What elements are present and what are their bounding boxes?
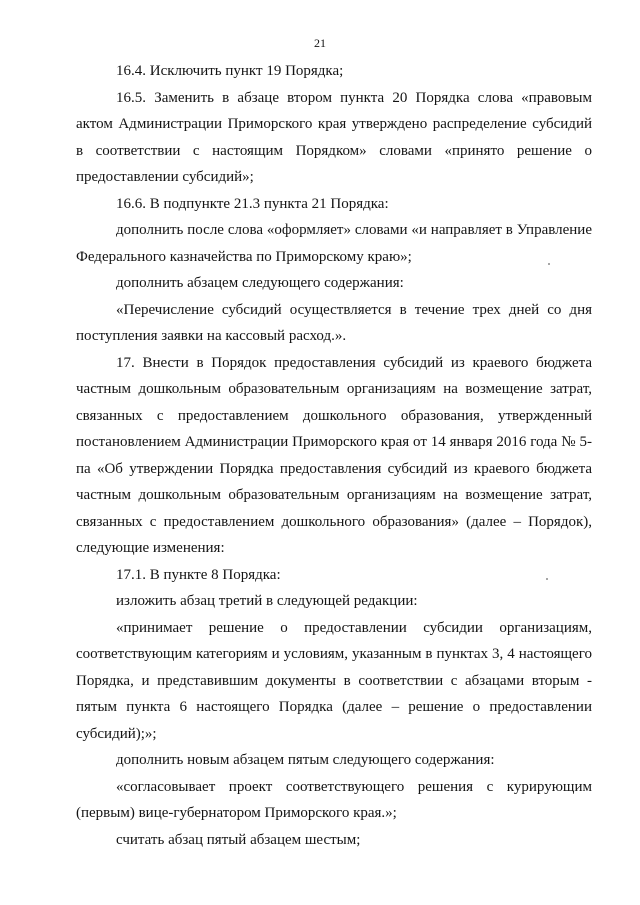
- paragraph-quote-decision: «принимает решение о предоставлении субсидии организациям, соответствующим категориям и условиям, указанным в пунктах 3, 4 настоящего Порядка, и представившим документы в соответствии с абзацами вторым - пятым пункта 6 настоящего Порядка (далее – решение о предоставлении субсидий);»;: [76, 619, 592, 742]
- paragraph-17: 17. Внести в Порядок предоставления субсидий из краевого бюджета частным дошкольным образовательным организациям на возмещение затрат, связанных с предоставлением дошкольного образования, утвержденный постановлением Администрации Приморского края от 14 января 2016 года № 5-па «Об утверждении Порядка предоставления субсидий из краевого бюджета частным дошкольным образовательным организациям на возмещение затрат, связанных с предоставлением дошкольного образования» (далее – Порядок), следующие изменения:: [76, 354, 592, 556]
- paragraph-state-abzac-third: изложить абзац третий в следующей редакции:: [116, 593, 418, 609]
- paragraph-16-4: 16.4. Исключить пункт 19 Порядка;: [116, 63, 344, 79]
- paragraph-add-after-word: дополнить после слова «оформляет» словами «и направляет в Управление Федерального казначейства по Приморскому краю»;: [76, 222, 592, 265]
- paragraph-consider-fifth: считать абзац пятый абзацем шестым;: [116, 831, 361, 848]
- page-number: 21: [314, 36, 326, 50]
- paragraph-16-5: 16.5. Заменить в абзаце втором пункта 20 Порядка слова «правовым актом Администрации Приморского края утверждено распределение субсидий в соответствии с настоящим Порядком» словами «принято решение о предоставлении субсидий»;: [76, 89, 592, 185]
- paragraph-add-fifth: дополнить новым абзацем пятым следующего содержания:: [116, 752, 495, 768]
- paragraph-16-6: 16.6. В подпункте 21.3 пункта 21 Порядка:: [116, 195, 389, 212]
- paragraph-quote-transfer: «Перечисление субсидий осуществляется в течение трех дней со дня поступления заявки на кассовый расход.».: [76, 301, 592, 344]
- document-body: [76, 58, 592, 853]
- paragraph-add-abzac: дополнить абзацем следующего содержания:: [116, 275, 404, 291]
- scan-speck: [546, 578, 548, 580]
- paragraph-quote-agree: «согласовывает проект соответствующего решения с курирующим (первым) вице-губернатором Приморского края.»;: [76, 778, 592, 821]
- paragraph-17-1: 17.1. В пункте 8 Порядка:: [116, 566, 281, 583]
- scan-speck: [548, 263, 550, 265]
